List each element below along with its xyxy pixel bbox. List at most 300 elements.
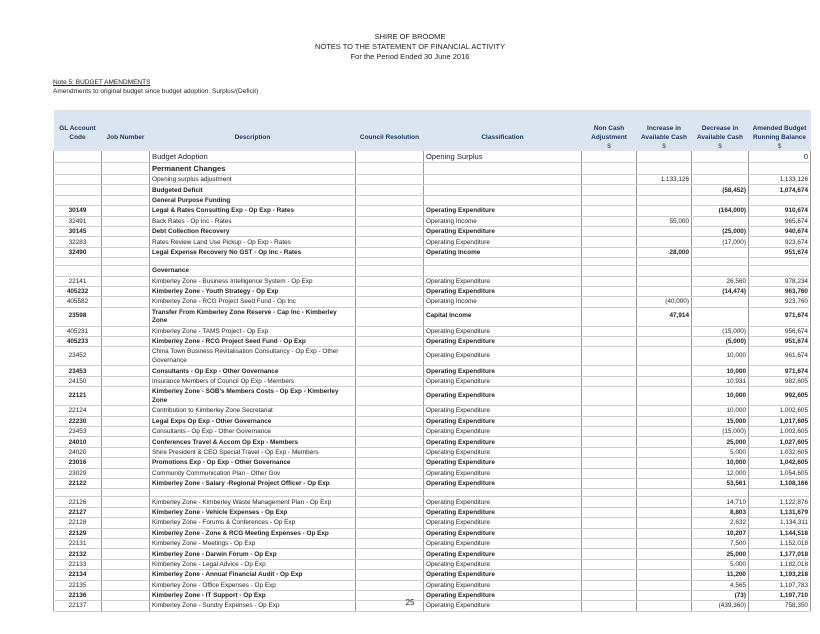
description-cell: Kimberley Zone - Darwin Forum - Op Exp xyxy=(150,549,356,559)
council-resolution-cell xyxy=(356,416,424,426)
description-cell: Rates Review Land Use Pickup - Op Exp - Rates xyxy=(150,237,356,247)
job-number-cell xyxy=(102,195,150,205)
council-resolution-cell xyxy=(356,549,424,559)
decrease-cell: 2,632 xyxy=(692,518,749,528)
council-resolution-cell xyxy=(356,195,424,205)
decrease-cell: 10,000 xyxy=(692,406,749,416)
council-resolution-cell xyxy=(356,366,424,376)
increase-cell xyxy=(637,195,692,205)
classification-cell: Operating Expenditure xyxy=(424,326,582,336)
table-row xyxy=(54,478,811,488)
classification-cell: Operating Expenditure xyxy=(424,478,582,488)
unit-cell: $ xyxy=(637,142,692,151)
job-number-cell xyxy=(102,507,150,517)
col-description: Description xyxy=(150,110,356,142)
increase-cell xyxy=(637,337,692,347)
classification-cell: Operating Expenditure xyxy=(424,427,582,437)
table-row xyxy=(54,497,811,507)
gl-code-cell xyxy=(54,195,102,205)
job-number-cell xyxy=(102,447,150,457)
balance-cell: 1,193,218 xyxy=(749,570,811,580)
council-resolution-cell xyxy=(356,337,424,347)
increase-cell: 28,000 xyxy=(637,247,692,257)
description-cell: Kimberley Zone - RCG Project Seed Fund - Op Inc xyxy=(150,297,356,307)
gl-code-cell: 22129 xyxy=(54,528,102,538)
description-cell: Kimberley Zone - RCG Project Seed Fund - Op Exp xyxy=(150,337,356,347)
balance-cell xyxy=(749,266,811,276)
description-cell: Kimberley Zone - SOB's Members Costs - Op Exp - Kimberley Zone xyxy=(150,387,356,406)
unit-cell xyxy=(356,142,424,151)
balance-cell: 1,017,605 xyxy=(749,416,811,426)
balance-cell: 1,027,605 xyxy=(749,437,811,447)
balance-cell: 1,152,018 xyxy=(749,538,811,548)
non-cash-cell xyxy=(582,151,637,163)
increase-cell xyxy=(637,570,692,580)
description-cell: Kimberley Zone - Legal Advice - Op Exp xyxy=(150,559,356,569)
decrease-cell: 5,000 xyxy=(692,447,749,457)
increase-cell xyxy=(637,478,692,488)
increase-cell: 1,133,126 xyxy=(637,175,692,185)
unit-cell: $ xyxy=(749,142,811,151)
council-resolution-cell xyxy=(356,528,424,538)
council-resolution-cell xyxy=(356,478,424,488)
table-row xyxy=(54,185,811,195)
table-row xyxy=(54,538,811,548)
col-non-cash: Non Cash Adjustment xyxy=(582,110,637,142)
increase-cell xyxy=(637,163,692,175)
non-cash-cell xyxy=(582,478,637,488)
non-cash-cell xyxy=(582,507,637,517)
decrease-cell: 7,500 xyxy=(692,538,749,548)
increase-cell xyxy=(637,151,692,163)
gl-code-cell xyxy=(54,151,102,163)
increase-cell xyxy=(637,447,692,457)
gl-code-cell: 405582 xyxy=(54,297,102,307)
description-cell: General Purpose Funding xyxy=(150,195,356,205)
job-number-cell xyxy=(102,580,150,590)
non-cash-cell xyxy=(582,437,637,447)
job-number-cell xyxy=(102,258,150,266)
decrease-cell: 25,000 xyxy=(692,437,749,447)
budget-amendments-table xyxy=(53,110,811,612)
table-row xyxy=(54,489,811,497)
council-resolution-cell xyxy=(356,258,424,266)
gl-code-cell xyxy=(54,266,102,276)
job-number-cell xyxy=(102,216,150,226)
gl-code-cell xyxy=(54,175,102,185)
council-resolution-cell xyxy=(356,185,424,195)
classification-cell: Operating Expenditure xyxy=(424,337,582,347)
non-cash-cell xyxy=(582,307,637,326)
increase-cell xyxy=(637,406,692,416)
increase-cell xyxy=(637,497,692,507)
decrease-cell: 53,561 xyxy=(692,478,749,488)
decrease-cell: 8,803 xyxy=(692,507,749,517)
classification-cell xyxy=(424,258,582,266)
non-cash-cell xyxy=(582,406,637,416)
description-cell: Kimberley Zone - Salary -Regional Project Officer - Op Exp xyxy=(150,478,356,488)
table-row xyxy=(54,337,811,347)
job-number-cell xyxy=(102,468,150,478)
decrease-cell xyxy=(692,216,749,226)
description-cell: Insurance Members of Council Op Exp - Members xyxy=(150,376,356,386)
job-number-cell xyxy=(102,437,150,447)
description-cell: Kimberley Zone - IT Support - Op Exp xyxy=(150,590,356,600)
classification-cell: Capital Income xyxy=(424,307,582,326)
balance-cell: 965,674 xyxy=(749,216,811,226)
description-cell: Debt Collection Recovery xyxy=(150,226,356,236)
classification-cell: Opening Surplus xyxy=(424,151,582,163)
council-resolution-cell xyxy=(356,538,424,548)
council-resolution-cell xyxy=(356,406,424,416)
classification-cell: Operating Expenditure xyxy=(424,387,582,406)
gl-code-cell: 22134 xyxy=(54,570,102,580)
gl-code-cell: 22141 xyxy=(54,276,102,286)
table-row xyxy=(54,226,811,236)
description-cell: Kimberley Zone - Vehicle Expenses - Op Exp xyxy=(150,507,356,517)
increase-cell xyxy=(637,276,692,286)
non-cash-cell xyxy=(582,195,637,205)
description-cell: Governance xyxy=(150,266,356,276)
classification-cell: Operating Income xyxy=(424,247,582,257)
col-council-resolution: Council Resolution xyxy=(356,110,424,142)
table-row xyxy=(54,507,811,517)
decrease-cell: (15,000) xyxy=(692,326,749,336)
col-job-number: Job Number xyxy=(102,110,150,142)
balance-cell: 758,350 xyxy=(749,601,811,611)
table-row xyxy=(54,258,811,266)
increase-cell: 47,914 xyxy=(637,307,692,326)
non-cash-cell xyxy=(582,206,637,216)
increase-cell xyxy=(637,237,692,247)
increase-cell xyxy=(637,507,692,517)
decrease-cell xyxy=(692,151,749,163)
increase-cell xyxy=(637,226,692,236)
report-title: NOTES TO THE STATEMENT OF FINANCIAL ACTIVITY xyxy=(314,42,506,51)
description-cell: Conferences Travel & Accom Op Exp - Members xyxy=(150,437,356,447)
council-resolution-cell xyxy=(356,580,424,590)
non-cash-cell xyxy=(582,559,637,569)
description-cell: Legal Expense Recovery No GST - Op Inc - Rates xyxy=(150,247,356,257)
increase-cell xyxy=(637,468,692,478)
table-row xyxy=(54,468,811,478)
description-cell: Shire President & CEO Special Travel - Op Exp - Members xyxy=(150,447,356,457)
table-row xyxy=(54,549,811,559)
classification-cell: Operating Expenditure xyxy=(424,468,582,478)
gl-code-cell: 405231 xyxy=(54,326,102,336)
gl-code-cell: 30145 xyxy=(54,226,102,236)
council-resolution-cell xyxy=(356,437,424,447)
table-row xyxy=(54,216,811,226)
council-resolution-cell xyxy=(356,206,424,216)
classification-cell: Operating Expenditure xyxy=(424,507,582,517)
decrease-cell: 4,565 xyxy=(692,580,749,590)
decrease-cell: 10,000 xyxy=(692,347,749,366)
description-cell: Kimberley Zone - Business Intelligence System - Op Exp xyxy=(150,276,356,286)
council-resolution-cell xyxy=(356,226,424,236)
balance-cell: 956,674 xyxy=(749,326,811,336)
non-cash-cell xyxy=(582,427,637,437)
balance-cell: 978,234 xyxy=(749,276,811,286)
non-cash-cell xyxy=(582,286,637,296)
classification-cell: Operating Expenditure xyxy=(424,366,582,376)
increase-cell xyxy=(637,326,692,336)
classification-cell: Operating Expenditure xyxy=(424,518,582,528)
gl-code-cell: 23016 xyxy=(54,458,102,468)
table-row xyxy=(54,151,811,163)
report-period: For the Period Ended 30 June 2016 xyxy=(350,52,470,61)
council-resolution-cell xyxy=(356,286,424,296)
gl-code-cell xyxy=(54,185,102,195)
increase-cell xyxy=(637,266,692,276)
job-number-cell xyxy=(102,538,150,548)
decrease-cell xyxy=(692,297,749,307)
non-cash-cell xyxy=(582,185,637,195)
description-cell: Kimberley Zone - Zone & RCG Meeting Expenses - Op Exp xyxy=(150,528,356,538)
unit-cell xyxy=(54,142,102,151)
job-number-cell xyxy=(102,175,150,185)
balance-cell: 982,605 xyxy=(749,376,811,386)
balance-cell: 1,042,605 xyxy=(749,458,811,468)
council-resolution-cell xyxy=(356,237,424,247)
balance-cell xyxy=(749,163,811,175)
table-row xyxy=(54,518,811,528)
council-resolution-cell xyxy=(356,507,424,517)
job-number-cell xyxy=(102,528,150,538)
balance-cell: 0 xyxy=(749,151,811,163)
table-row xyxy=(54,237,811,247)
table-row xyxy=(54,266,811,276)
non-cash-cell xyxy=(582,366,637,376)
classification-cell: Operating Expenditure xyxy=(424,590,582,600)
decrease-cell: (439,360) xyxy=(692,601,749,611)
non-cash-cell xyxy=(582,387,637,406)
balance-cell xyxy=(749,489,811,497)
job-number-cell xyxy=(102,151,150,163)
unit-cell xyxy=(150,142,356,151)
decrease-cell xyxy=(692,307,749,326)
description-cell: Back Rates - Op Inc - Rates xyxy=(150,216,356,226)
job-number-cell xyxy=(102,570,150,580)
balance-cell: 1,197,783 xyxy=(749,580,811,590)
job-number-cell xyxy=(102,387,150,406)
classification-cell: Operating Expenditure xyxy=(424,276,582,286)
increase-cell xyxy=(637,437,692,447)
decrease-cell xyxy=(692,266,749,276)
classification-cell xyxy=(424,195,582,205)
increase-cell xyxy=(637,347,692,366)
council-resolution-cell xyxy=(356,447,424,457)
col-classification: Classification xyxy=(424,110,582,142)
decrease-cell xyxy=(692,175,749,185)
balance-cell: 923,760 xyxy=(749,297,811,307)
council-resolution-cell xyxy=(356,427,424,437)
council-resolution-cell xyxy=(356,216,424,226)
council-resolution-cell xyxy=(356,376,424,386)
gl-code-cell xyxy=(54,258,102,266)
council-resolution-cell xyxy=(356,570,424,580)
classification-cell xyxy=(424,266,582,276)
description-cell: Budget Adoption xyxy=(150,151,356,163)
decrease-cell: 25,000 xyxy=(692,549,749,559)
classification-cell: Operating Expenditure xyxy=(424,538,582,548)
balance-cell: 1,074,674 xyxy=(749,185,811,195)
increase-cell xyxy=(637,416,692,426)
unit-cell: $ xyxy=(582,142,637,151)
classification-cell: Operating Income xyxy=(424,297,582,307)
council-resolution-cell xyxy=(356,175,424,185)
increase-cell: 55,000 xyxy=(637,216,692,226)
non-cash-cell xyxy=(582,226,637,236)
job-number-cell xyxy=(102,458,150,468)
table-row xyxy=(54,376,811,386)
classification-cell: Operating Expenditure xyxy=(424,528,582,538)
council-resolution-cell xyxy=(356,151,424,163)
balance-cell: 963,760 xyxy=(749,286,811,296)
council-resolution-cell xyxy=(356,297,424,307)
non-cash-cell xyxy=(582,266,637,276)
table-row xyxy=(54,570,811,580)
non-cash-cell xyxy=(582,276,637,286)
table-row xyxy=(54,427,811,437)
increase-cell xyxy=(637,489,692,497)
description-cell: Kimberley Zone - TAMS Project - Op Exp xyxy=(150,326,356,336)
balance-cell: 1,131,679 xyxy=(749,507,811,517)
gl-code-cell: 32491 xyxy=(54,216,102,226)
balance-cell: 1,002,605 xyxy=(749,427,811,437)
increase-cell xyxy=(637,387,692,406)
non-cash-cell xyxy=(582,258,637,266)
description-cell: Transfer From Kimberley Zone Reserve - Cap Inc - Kimberley Zone xyxy=(150,307,356,326)
classification-cell: Operating Expenditure xyxy=(424,437,582,447)
gl-code-cell: 22128 xyxy=(54,518,102,528)
council-resolution-cell xyxy=(356,163,424,175)
balance-cell: 1,197,710 xyxy=(749,590,811,600)
non-cash-cell xyxy=(582,337,637,347)
table-row xyxy=(54,307,811,326)
table-row xyxy=(54,175,811,185)
report-org: SHIRE OF BROOME xyxy=(374,32,446,41)
balance-cell xyxy=(749,195,811,205)
council-resolution-cell xyxy=(356,387,424,406)
decrease-cell: (14,474) xyxy=(692,286,749,296)
non-cash-cell xyxy=(582,163,637,175)
decrease-cell xyxy=(692,195,749,205)
job-number-cell xyxy=(102,427,150,437)
council-resolution-cell xyxy=(356,489,424,497)
gl-code-cell: 32490 xyxy=(54,247,102,257)
non-cash-cell xyxy=(582,458,637,468)
council-resolution-cell xyxy=(356,468,424,478)
unit-cell xyxy=(102,142,150,151)
balance-cell: 910,674 xyxy=(749,206,811,216)
classification-cell: Operating Expenditure xyxy=(424,601,582,611)
non-cash-cell xyxy=(582,489,637,497)
gl-code-cell: 405233 xyxy=(54,337,102,347)
increase-cell xyxy=(637,366,692,376)
decrease-cell xyxy=(692,258,749,266)
gl-code-cell: 24150 xyxy=(54,376,102,386)
decrease-cell: (17,000) xyxy=(692,237,749,247)
increase-cell xyxy=(637,559,692,569)
decrease-cell: 5,000 xyxy=(692,559,749,569)
decrease-cell: 14,710 xyxy=(692,497,749,507)
balance-cell: 971,674 xyxy=(749,366,811,376)
job-number-cell xyxy=(102,416,150,426)
page-number: 25 xyxy=(405,598,415,607)
job-number-cell xyxy=(102,237,150,247)
balance-cell: 1,032,605 xyxy=(749,447,811,457)
table-row xyxy=(54,528,811,538)
job-number-cell xyxy=(102,276,150,286)
table-row xyxy=(54,559,811,569)
decrease-cell: (164,000) xyxy=(692,206,749,216)
increase-cell xyxy=(637,185,692,195)
table-row xyxy=(54,458,811,468)
balance-cell: 1,134,311 xyxy=(749,518,811,528)
description-cell: Kimberley Zone - Sundry Expenses - Op Exp xyxy=(150,601,356,611)
decrease-cell: (58,452) xyxy=(692,185,749,195)
job-number-cell xyxy=(102,247,150,257)
gl-code-cell: 32283 xyxy=(54,237,102,247)
gl-code-cell: 22124 xyxy=(54,406,102,416)
description-cell: Legal Exps Op Exp - Other Governance xyxy=(150,416,356,426)
classification-cell: Operating Income xyxy=(424,216,582,226)
job-number-cell xyxy=(102,549,150,559)
balance-cell: 971,674 xyxy=(749,307,811,326)
gl-code-cell: 23453 xyxy=(54,427,102,437)
classification-cell xyxy=(424,185,582,195)
job-number-cell xyxy=(102,497,150,507)
unit-cell: $ xyxy=(692,142,749,151)
table-row xyxy=(54,247,811,257)
non-cash-cell xyxy=(582,447,637,457)
balance-cell: 1,144,518 xyxy=(749,528,811,538)
job-number-cell xyxy=(102,185,150,195)
job-number-cell xyxy=(102,163,150,175)
gl-code-cell: 22131 xyxy=(54,538,102,548)
balance-cell: 951,674 xyxy=(749,247,811,257)
decrease-cell: 10,000 xyxy=(692,387,749,406)
balance-cell: 1,002,605 xyxy=(749,406,811,416)
description-cell: Kimberley Zone - Meetings - Op Exp xyxy=(150,538,356,548)
gl-code-cell: 24020 xyxy=(54,447,102,457)
table-row xyxy=(54,297,811,307)
increase-cell xyxy=(637,538,692,548)
council-resolution-cell xyxy=(356,247,424,257)
job-number-cell xyxy=(102,559,150,569)
header-row xyxy=(54,110,811,142)
non-cash-cell xyxy=(582,468,637,478)
description-cell: Opening surplus adjustment xyxy=(150,175,356,185)
balance-cell xyxy=(749,258,811,266)
non-cash-cell xyxy=(582,538,637,548)
classification-cell xyxy=(424,489,582,497)
classification-cell: Operating Expenditure xyxy=(424,447,582,457)
job-number-cell xyxy=(102,347,150,366)
non-cash-cell xyxy=(582,518,637,528)
col-balance: Amended Budget Running Balance xyxy=(749,110,811,142)
decrease-cell: (5,000) xyxy=(692,337,749,347)
gl-code-cell: 22132 xyxy=(54,549,102,559)
classification-cell: Operating Expenditure xyxy=(424,580,582,590)
note-subheading: Amendments to original budget since budget adoption. Surplus/(Deficit) xyxy=(53,88,259,95)
classification-cell: Operating Expenditure xyxy=(424,497,582,507)
note-heading: Note 5: BUDGET AMENDMENTS xyxy=(53,79,151,86)
job-number-cell xyxy=(102,489,150,497)
description-cell: Kimberley Zone - Kimberley Waste Management Plan - Op Exp xyxy=(150,497,356,507)
increase-cell xyxy=(637,206,692,216)
